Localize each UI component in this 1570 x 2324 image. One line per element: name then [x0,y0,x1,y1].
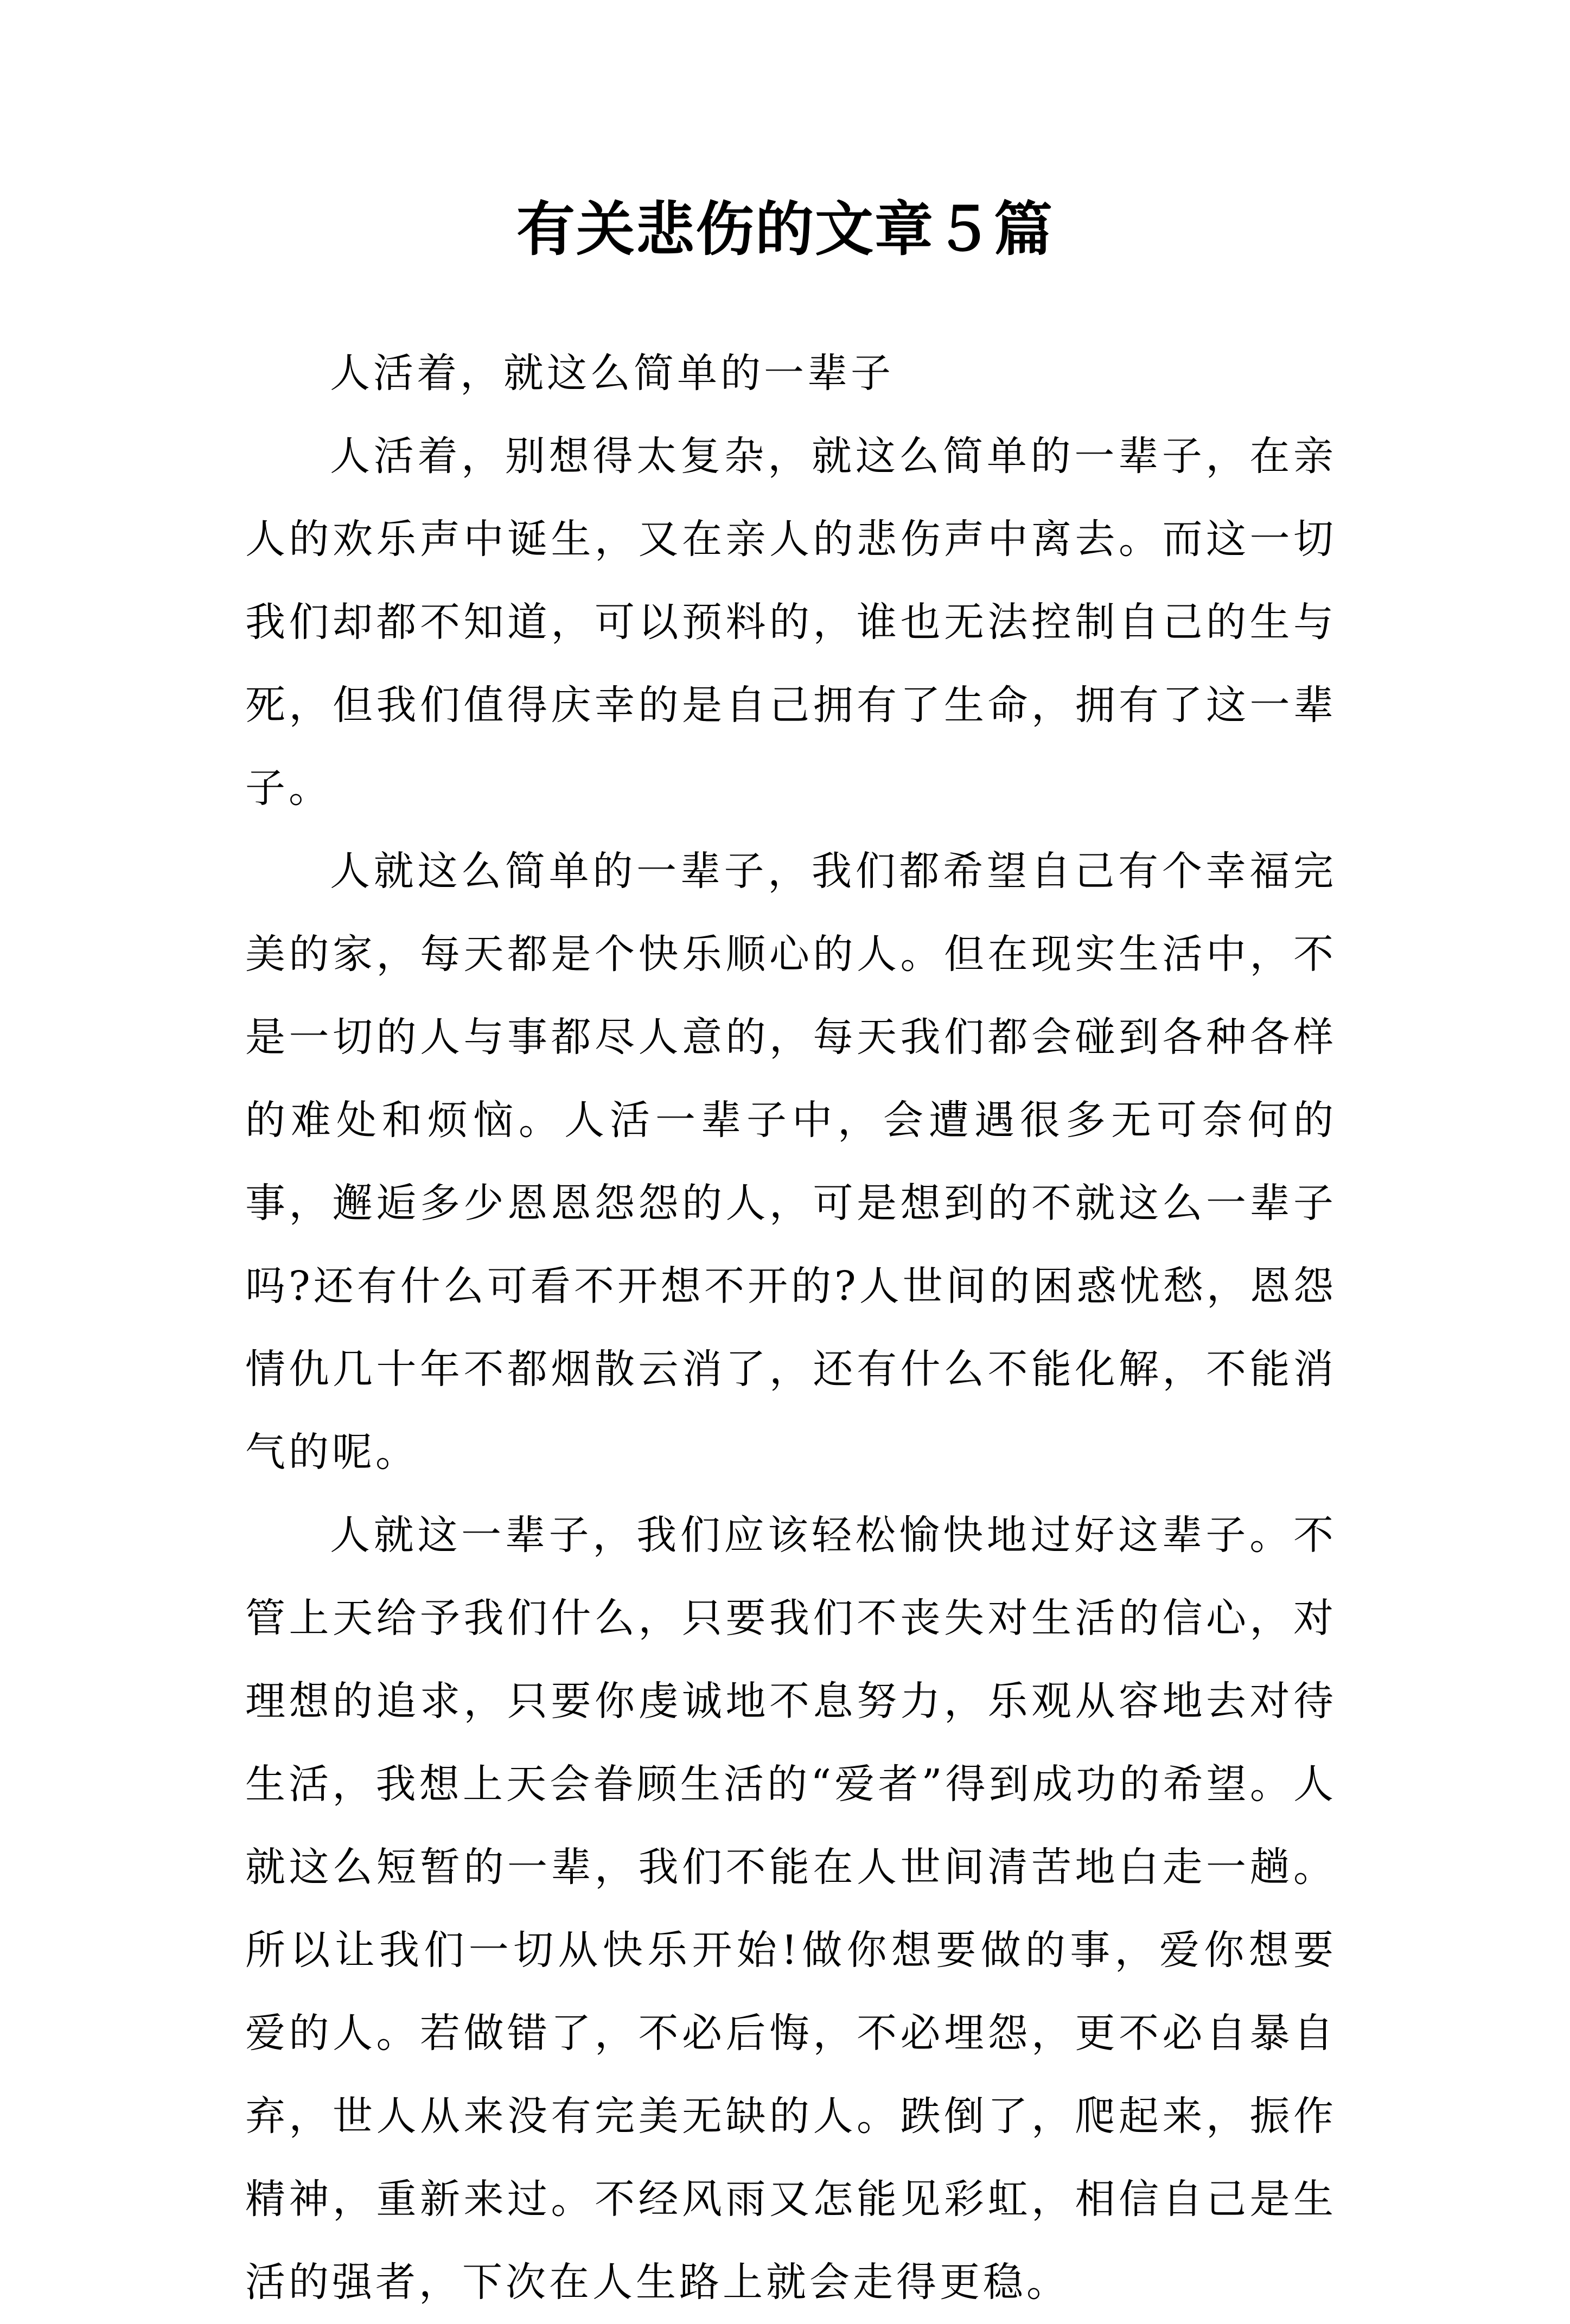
document-title: 有关悲伤的文章５篇 [516,195,1054,264]
body-paragraph: 人就这一辈子，我们应该轻松愉快地过好这辈子。不管上天给予我们什么，只要我们不丧失对生活的信心，对理想的追求，只要你虔诚地不息努力，乐观从容地去对待生活，我想上天会眷顾生活的“爱者”得到成功的希望。人就这么短暂的一辈，我们不能在人世间清苦地白走一趟。所以让我们一切从快乐开始!做你想要做的事，爱你想要爱的人。若做错了，不必后悔，不必埋怨，更不必自暴自弃，世人从来没有完美无缺的人。跌倒了，爬起来，振作精神，重新来过。不经风雨又怎能见彩虹，相信自己是生活的强者，下次在人生路上就会走得更稳。 [245,1512,1337,2306]
body-paragraph: 人就这么简单的一辈子，我们都希望自己有个幸福完美的家，每天都是个快乐顺心的人。但在现实生活中，不是一切的人与事都尽人意的，每天我们都会碰到各种各样的难处和烦恼。人活一辈子中，会遭遇很多无可奈何的事，邂逅多少恩恩怨怨的人，可是想到的不就这么一辈子吗?还有什么可看不开想不开的?人世间的困惑忧愁，恩怨情仇几十年不都烟散云消了，还有什么不能化解，不能消气的呢。 [245,848,1337,1476]
section-heading-paragraph: 人活着，就这么简单的一辈子 [330,350,894,397]
document-body [245,332,1337,2324]
body-paragraph: 人活着，别想得太复杂，就这么简单的一辈子，在亲人的欢乐声中诞生，又在亲人的悲伤声中离去。而这一切我们却都不知道，可以预料的，谁也无法控制自己的生与死，但我们值得庆幸的是自己拥有了生命，拥有了这一辈子。 [245,433,1337,812]
